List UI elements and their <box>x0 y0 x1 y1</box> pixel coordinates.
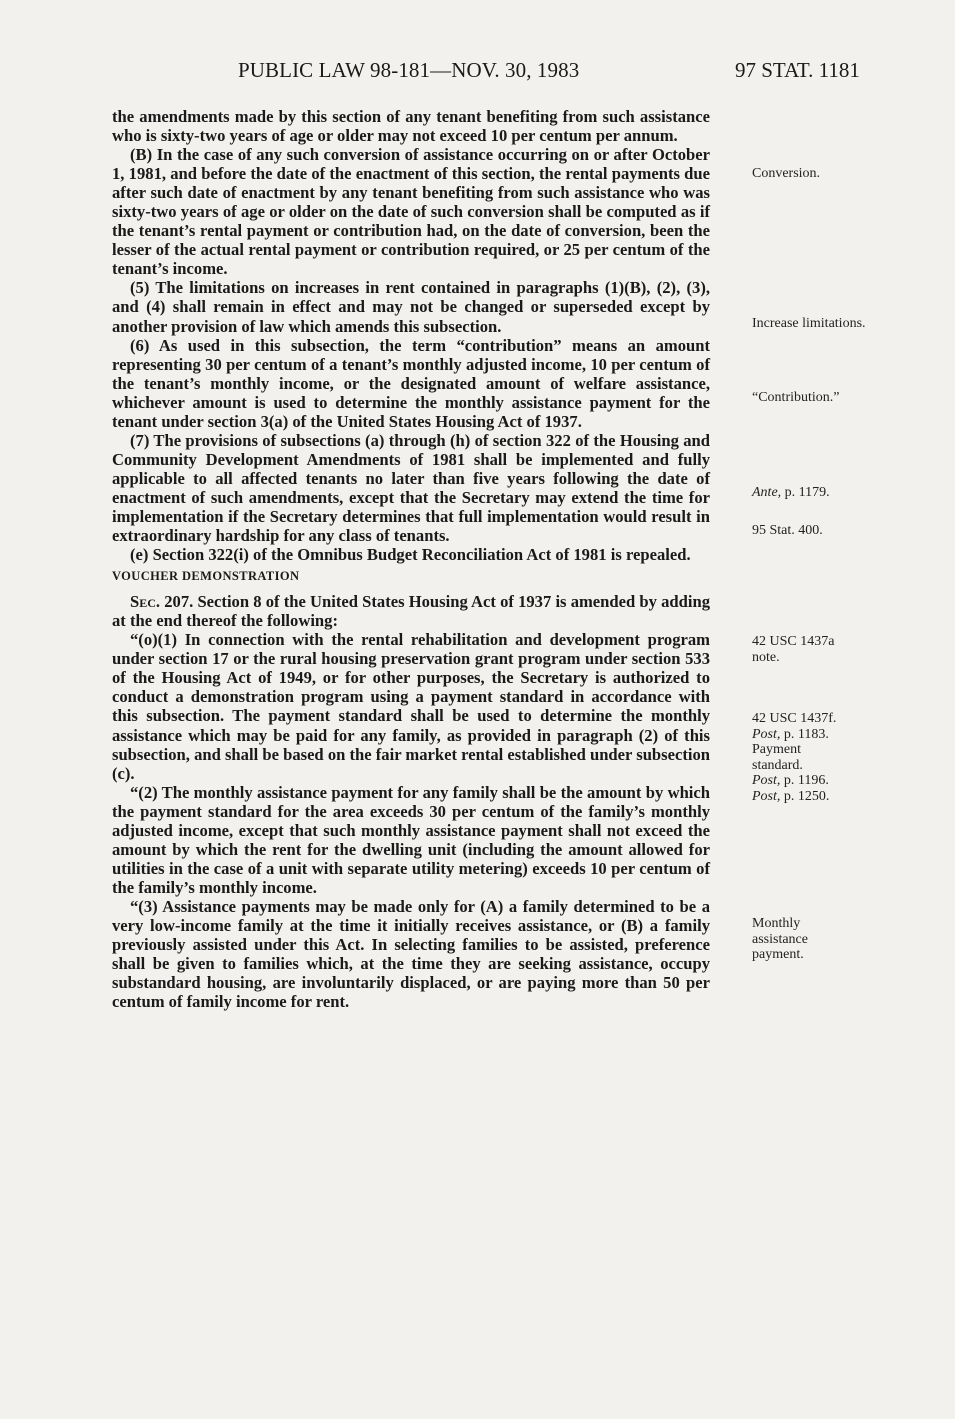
paragraph-o2: “(2) The monthly assistance payment for any family shall be the amount by which the payment standard for the area exceeds 30 per centum of the family’s monthly adjusted income, except that such monthly assistance payment shall not exceed the amount by which the rent for the dwelling unit (including the amount allowed for utilities in the case of a unit with separate utility metering) exceeds 10 per centum of the family’s monthly income. <box>112 782 710 897</box>
margin-note-post-1183 <box>752 727 882 743</box>
margin-note-post-1196 <box>752 773 882 789</box>
margin-note-cluster <box>752 711 882 804</box>
post-page: p. 1183. <box>780 726 829 742</box>
section-207-text: 207. Section 8 of the United States Housing Act of 1937 is amended by adding at the end thereof the following: <box>112 592 710 631</box>
margin-note-42-usc-1437f: 42 USC 1437f. <box>752 711 837 726</box>
ante-italic: Ante, <box>752 485 782 500</box>
section-heading: VOUCHER DEMONSTRATION <box>112 569 300 584</box>
margin-note-payment-standard: Payment standard. <box>752 742 803 773</box>
margin-note-post-1250 <box>752 789 882 805</box>
paragraph-o3: “(3) Assistance payments may be made only for (A) a family determined to be a very low-income family at the time it initially receives assistance, or (B) a family previously assisted under this Act. In selecting families to be assisted, preference shall be given to families which, at the time they are seeking assistance, occupy substandard housing, are involuntarily displaced, or are paying more than 50 per centum of family income for rent. <box>112 896 710 1012</box>
margin-note-conversion: Conversion. <box>752 166 821 181</box>
margin-note-contribution: “Contribution.” <box>752 390 840 405</box>
subsection-e: (e) Section 322(i) of the Omnibus Budget Reconciliation Act of 1981 is repealed. <box>130 545 691 565</box>
margin-note-monthly-assistance: Monthly assistance payment. <box>752 916 808 962</box>
paragraph-6: (6) As used in this subsection, the term “contribution” means an amount representing 30 per centum of a tenant’s monthly adjusted income, 10 per centum of the tenant’s monthly income, or the designated amount of welfare assistance, whichever amount is used to determine the monthly assistance payment for the tenant under section 3(a) of the United States Housing Act of 1937. <box>112 335 710 431</box>
paragraph-4b: (B) In the case of any such conversion of assistance occurring on or after October 1, 1981, and before the date of the enactment of this section, the rental payments due after such date of enactment by any tenant benefiting from such assistance who was sixty-two years of age or older on the date of such conversion shall be computed as if the tenant’s rental payment or contribution had, on the date of conversion, been the lesser of the actual rental payment or contribution required, or 25 per centum of the tenant’s income. <box>112 145 710 279</box>
post-italic: Post, <box>752 788 781 804</box>
post-page: p. 1196. <box>780 773 829 788</box>
statute-body <box>112 107 710 1011</box>
section-207-intro <box>112 592 710 630</box>
post-italic: Post, <box>752 726 781 742</box>
paragraph-7: (7) The provisions of subsections (a) through (h) of section 322 of the Housing and Community Development Amendments of 1981 shall be implemented and fully applicable to all affected tenants no later than five years following the date of enactment of such amendments, except that the Secretary may extend the time for implementation if the Secretary determines that full implementation would result in extraordinary hardship for any class of tenants. <box>112 430 710 546</box>
margin-note-ante <box>752 485 882 501</box>
paragraph-o1: “(o)(1) In connection with the rental rehabilitation and development program under section 17 or the rural housing preservation grant program under section 533 of the Housing Act of 1949, or for other purposes, the Secretary is authorized to conduct a demonstration program using a payment standard in accordance with this subsection. The payment standard shall be used to determine the monthly assistance which may be paid for any family, as provided in paragraph (2) of this subsection, and shall be based on the fair market rental established under subsection (c). <box>112 630 710 783</box>
ante-page: p. 1179. <box>781 485 830 500</box>
running-head-title: PUBLIC LAW 98-181—NOV. 30, 1983 <box>238 58 580 82</box>
section-label: Sec. <box>130 592 161 612</box>
post-page: p. 1250. <box>780 788 830 804</box>
paragraph-continuation: the amendments made by this section of any tenant benefiting from such assistance who is sixty-two years of age or older may not exceed 10 per centum per annum. <box>112 107 710 146</box>
margin-note-increase-limitations: Increase limitations. <box>752 316 866 331</box>
paragraph-5: (5) The limitations on increases in rent contained in paragraphs (1)(B), (2), (3), and (4) shall remain in effect and may not be changed or superseded except by another provision of law which amends this subsection. <box>112 278 710 336</box>
margin-note-95-stat: 95 Stat. 400. <box>752 523 823 538</box>
margin-note-42-usc-1437a: 42 USC 1437a note. <box>752 634 835 665</box>
page-citation: 97 STAT. 1181 <box>735 58 860 82</box>
post-italic: Post, <box>752 773 781 788</box>
